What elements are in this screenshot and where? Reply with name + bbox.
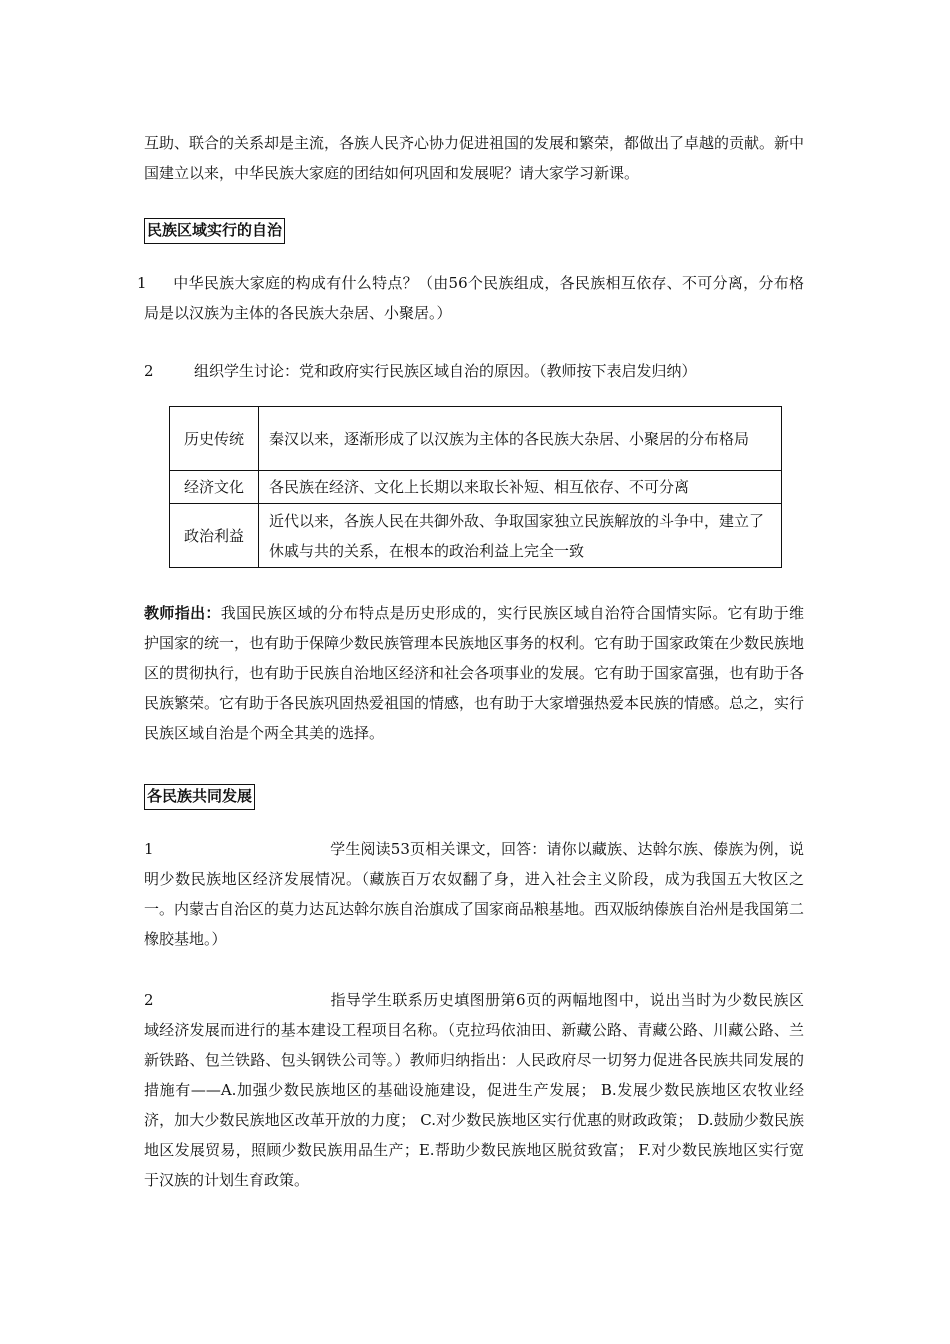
table-cell-key: 历史传统 (170, 407, 259, 471)
question-1-paragraph (137, 268, 804, 328)
activity-2-text: 指导学生联系历史填图册第6页的两幅地图中，说出当时为少数民族区域经济发展而进行的基本建设工程项目名称。（克拉玛依油田、新藏公路、青藏公路、川藏公路、兰新铁路、包兰铁路、包头钢铁公司等。）教师归纳指出：人民政府尽一切努力促进各民族共同发展的措施有——A.加强少数民族地区的基础设施建设，促进生产发展； B.发展少数民族地区农牧业经济，加大少数民族地区改革开放的力度； C.对少数民族地区实行优惠的财政政策； D.鼓励少数民族地区发展贸易，照顾少数民族用品生产；E.帮助少数民族地区脱贫致富； F.对少数民族地区实行宽于汉族的计划生育政策。 (144, 991, 804, 1189)
item-number: 1 (137, 274, 147, 292)
intro-paragraph: 互助、联合的关系却是主流，各族人民齐心协力促进祖国的发展和繁荣，都做出了卓越的贡献。新中国建立以来，中华民族大家庭的团结如何巩固和发展呢？请大家学习新课。 (144, 134, 805, 182)
section-title-autonomy: 民族区域实行的自治 (144, 218, 285, 244)
table-row (170, 471, 782, 504)
table-cell-value: 近代以来，各族人民在共御外敌、争取国家独立民族解放的斗争中，建立了休戚与共的关系，在根本的政治利益上完全一致 (259, 504, 782, 568)
teacher-note-lead: 教师指出： (144, 604, 221, 622)
section-title-development: 各民族共同发展 (144, 784, 255, 810)
item-number: 1 (144, 840, 154, 858)
activity-1-text: 学生阅读53页相关课文，回答：请你以藏族、达斡尔族、傣族为例，说明少数民族地区经济发展情况。（藏族百万农奴翻了身，进入社会主义阶段，成为我国五大牧区之一。内蒙古自治区的莫力达瓦达斡尔族自治旗成了国家商品粮基地。西双版纳傣族自治州是我国第二橡胶基地。） (144, 840, 805, 948)
item-number: 2 (144, 991, 154, 1009)
table-row (170, 407, 782, 471)
item-number: 2 (144, 362, 154, 380)
question-2-paragraph (144, 356, 804, 386)
table-cell-value: 秦汉以来，逐渐形成了以汉族为主体的各民族大杂居、小聚居的分布格局 (259, 407, 782, 471)
table-cell-value: 各民族在经济、文化上长期以来取长补短、相互依存、不可分离 (259, 471, 782, 504)
table-row (170, 504, 782, 568)
teacher-note-text: 我国民族区域的分布特点是历史形成的，实行民族区域自治符合国情实际。它有助于维护国家的统一，也有助于保障少数民族管理本民族地区事务的权利。它有助于国家政策在少数民族地区的贯彻执行，也有助于民族自治地区经济和社会各项事业的发展。它有助于国家富强，也有助于各民族繁荣。它有助于各民族巩固热爱祖国的情感，也有助于大家增强热爱本民族的情感。总之，实行民族区域自治是个两全其美的选择。 (144, 604, 805, 742)
table-cell-key: 政治利益 (170, 504, 259, 568)
activity-1-paragraph (144, 834, 804, 954)
teacher-note-paragraph (144, 598, 804, 748)
table-cell-key: 经济文化 (170, 471, 259, 504)
question-2-text: 组织学生讨论：党和政府实行民族区域自治的原因。（教师按下表启发归纳） (194, 362, 697, 380)
reasons-table (169, 406, 782, 568)
activity-2-paragraph (144, 985, 804, 1195)
question-1-text: 中华民族大家庭的构成有什么特点？（由56个民族组成，各民族相互依存、不可分离，分布格局是以汉族为主体的各民族大杂居、小聚居。） (144, 274, 804, 322)
